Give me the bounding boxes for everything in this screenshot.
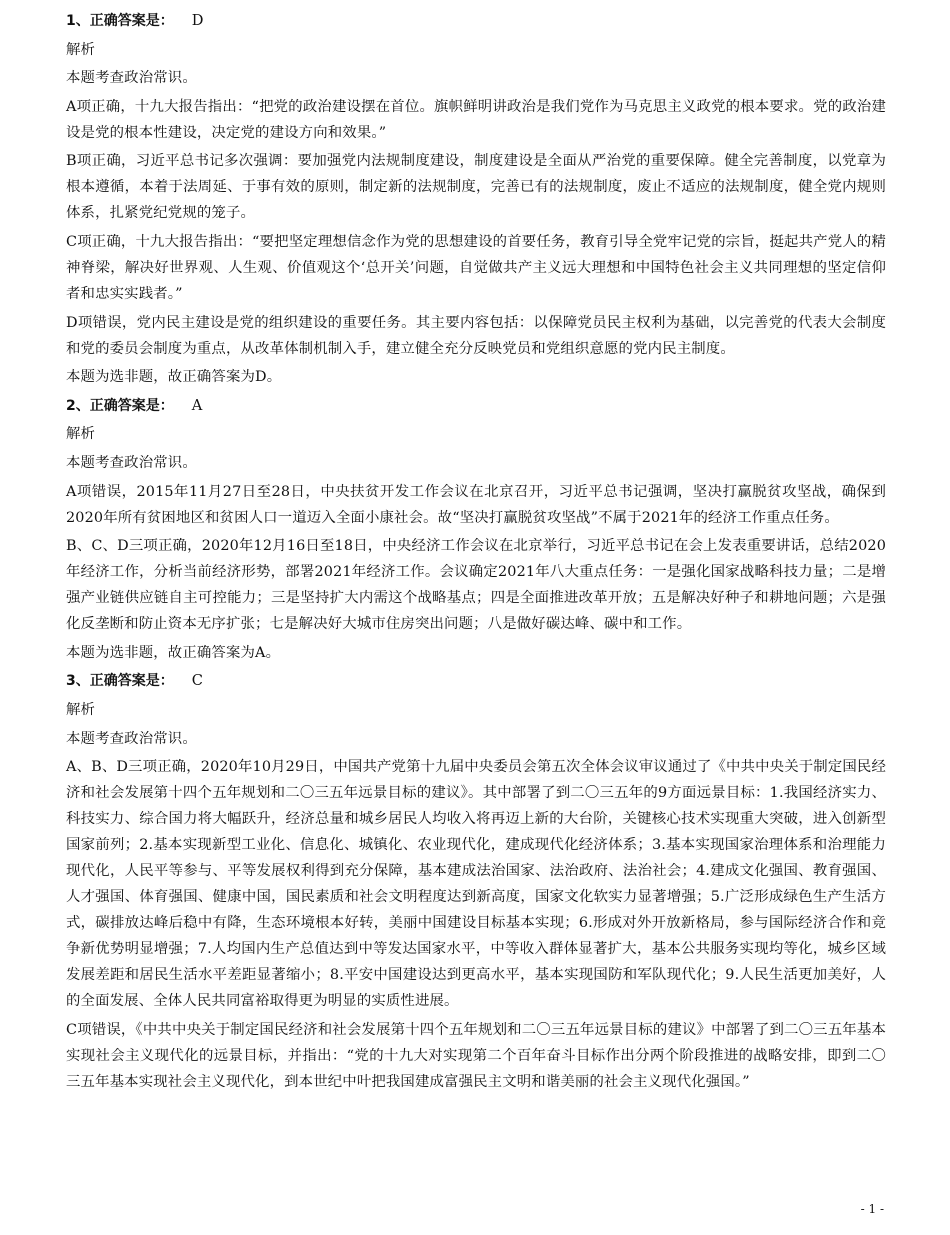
- paragraph: C项正确，十九大报告指出：“要把坚定理想信念作为党的思想建设的首要任务，教育引导全党牢记党的宗旨，挺起共产党人的精神脊梁，解决好世界观、人生观、价值观这个‘总开关’问题，自觉做共产主义远大理想和中国特色社会主义共同理想的坚定信仰者和忠实实践者。”: [66, 233, 886, 302]
- paragraph: 本题为选非题，故正确答案为D。: [66, 369, 282, 386]
- paragraph: C项错误，《中共中央关于制定国民经济和社会发展第十四个五年规划和二〇三五年远景目标的建议》中部署了到二〇三五年基本实现社会主义现代化的远景目标，并指出：“党的十九大对实现第二个百年奋斗目标作出分两个阶段推进的战略安排，即到二〇三五年基本实现社会主义现代化，到本世纪中叶把我国建成富强民主文明和谐美丽的社会主义现代化强国。”: [66, 1021, 886, 1090]
- analysis-title: 解析: [66, 701, 96, 718]
- question-label: 3、正确答案是：: [66, 673, 174, 690]
- paragraph: D项错误，党内民主建设是党的组织建设的重要任务。其主要内容包括：以保障党员民主权利为基础，以完善党的代表大会制度和党的委员会制度为重点，从改革体制机制入手，建立健全充分反映党员和党组织意愿的党内民主制度。: [66, 314, 886, 357]
- paragraph: A项错误，2015年11月27日至28日，中央扶贫开发工作会议在北京召开，习近平总书记强调，坚决打赢脱贫攻坚战，确保到2020年所有贫困地区和贫困人口一道迈入全面小康社会。故“坚决打赢脱贫攻坚战”不属于2021年的经济工作重点任务。: [66, 483, 886, 526]
- answer-value: D: [191, 12, 204, 29]
- question-block: [66, 393, 886, 666]
- answer-value: A: [191, 396, 203, 414]
- paragraph: 本题考查政治常识。: [66, 70, 197, 87]
- question-header: [66, 393, 886, 419]
- question-header: [66, 8, 886, 34]
- paragraph: 本题为选非题，故正确答案为A。: [66, 644, 281, 661]
- question-label: 1、正确答案是：: [66, 13, 174, 29]
- paragraph: A项正确，十九大报告指出：“把党的政治建设摆在首位。旗帜鲜明讲政治是我们党作为马克思主义政党的根本要求。党的政治建设是党的根本性建设，决定党的建设方向和效果。”: [66, 98, 886, 141]
- analysis-title: 解析: [66, 41, 96, 58]
- question-block: [66, 8, 886, 390]
- answer-value: C: [191, 672, 203, 690]
- paragraph: 本题考查政治常识。: [66, 454, 197, 471]
- question-header: [66, 668, 886, 694]
- paragraph: B、C、D三项正确，2020年12月16日至18日，中央经济工作会议在北京举行，习近平总书记在会上发表重要讲话，总结2020年经济工作，分析当前经济形势，部署2021年经济工作。会议确定2021年八大重点任务：一是强化国家战略科技力量；二是增强产业链供应链自主可控能力；三是坚持扩大内需这个战略基点；四是全面推进改革开放；五是解决好种子和耕地问题；六是强化反垄断和防止资本无序扩张；七是解决好大城市住房突出问题；八是做好碳达峰、碳中和工作。: [66, 538, 886, 633]
- document-body: [66, 8, 886, 1097]
- paragraph: B项正确，习近平总书记多次强调：要加强党内法规制度建设，制度建设是全面从严治党的重要保障。健全完善制度，以党章为根本遵循，本着于法周延、于事有效的原则，制定新的法规制度，完善已有的法规制度，废止不适应的法规制度，健全党内规则体系，扎紧党纪党规的笼子。: [66, 153, 886, 222]
- analysis-title: 解析: [66, 426, 96, 443]
- question-block: [66, 668, 886, 1094]
- paragraph: 本题考查政治常识。: [66, 730, 197, 747]
- question-label: 2、正确答案是：: [66, 397, 174, 414]
- paragraph: A、B、D三项正确，2020年10月29日，中国共产党第十九届中央委员会第五次全体会议审议通过了《中共中央关于制定国民经济和社会发展第十四个五年规划和二〇三五年远景目标的建议》。其中部署了到二〇三五年的9方面远景目标：1.我国经济实力、科技实力、综合国力将大幅跃升，经济总量和城乡居民人均收入将再迈上新的大台阶，关键核心技术实现重大突破，进入创新型国家前列；2.基本实现新型工业化、信息化、城镇化、农业现代化，建成现代化经济体系；3.基本实现国家治理体系和治理能力现代化，人民平等参与、平等发展权利得到充分保障，基本建成法治国家、法治政府、法治社会；4.建成文化强国、教育强国、人才强国、体育强国、健康中国，国民素质和社会文明程度达到新高度，国家文化软实力显著增强；5.广泛形成绿色生产生活方式，碳排放达峰后稳中有降，生态环境根本好转，美丽中国建设目标基本实现；6.形成对外开放新格局，参与国际经济合作和竞争新优势明显增强；7.人均国内生产总值达到中等发达国家水平，中等收入群体显著扩大，基本公共服务实现均等化，城乡区域发展差距和居民生活水平差距显著缩小；8.平安中国建设达到更高水平，基本实现国防和军队现代化；9.人民生活更加美好，人的全面发展、全体人民共同富裕取得更为明显的实质性进展。: [66, 759, 886, 1010]
- page-number: - 1 -: [860, 1202, 884, 1216]
